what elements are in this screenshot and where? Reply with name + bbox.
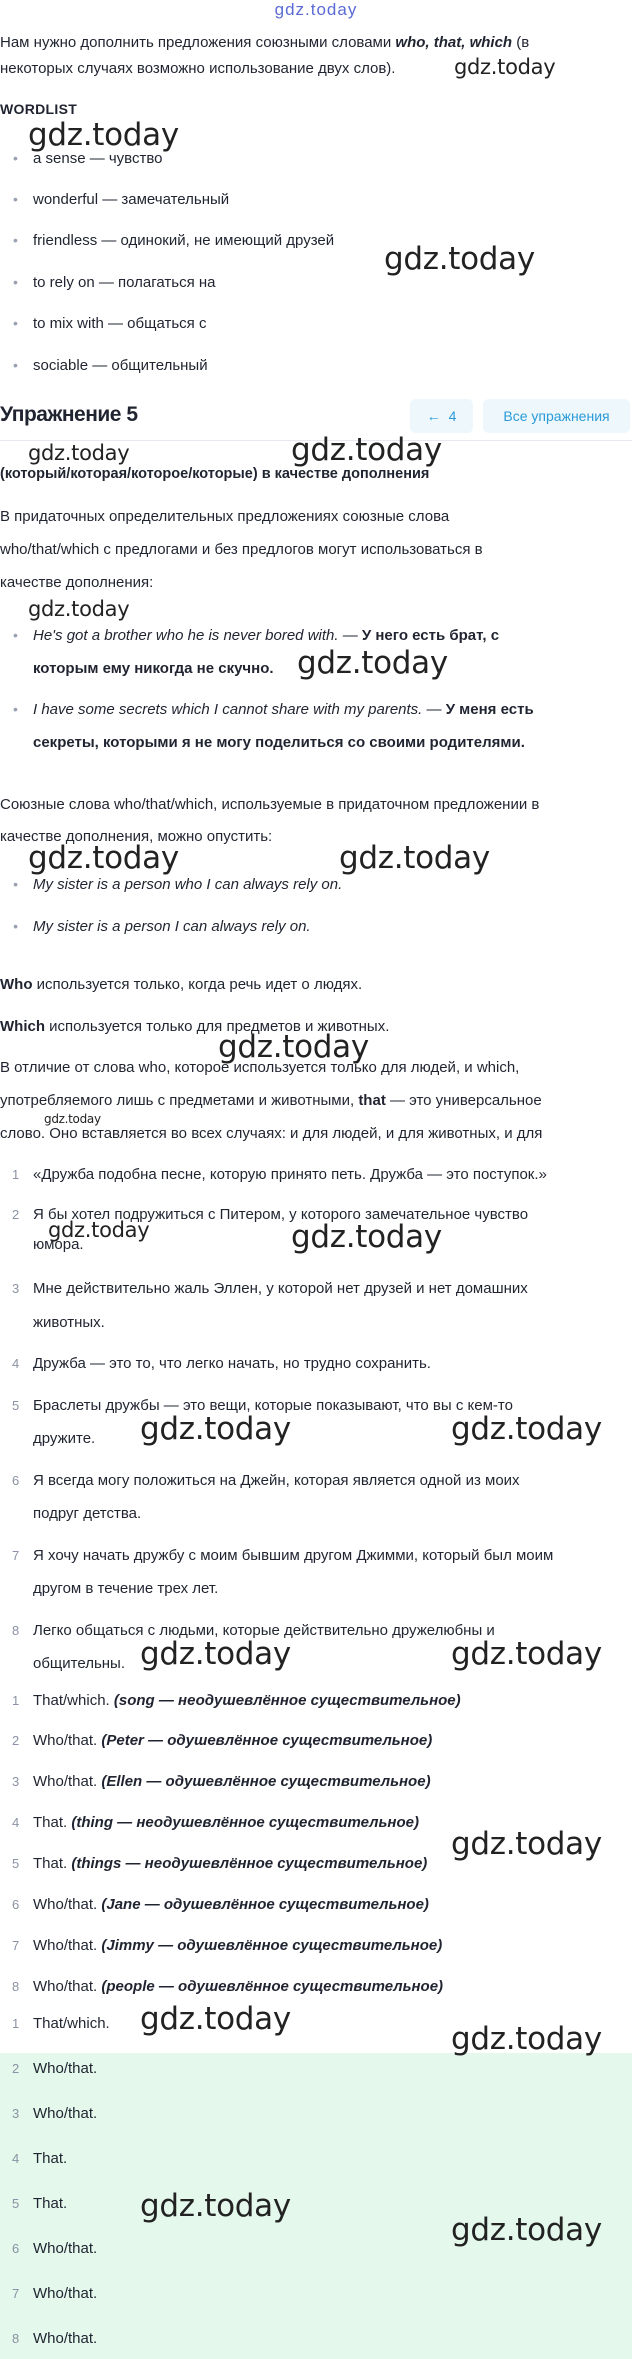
grammar-paragraph: Союзные слова who/that/which, используемые в придаточном предложении в (0, 796, 540, 813)
wordlist-item: • to rely on — полагаться на (33, 274, 216, 291)
intro-line-2: некоторых случаях возможно использование двух слов). (0, 60, 396, 77)
example-item-cont: которым ему никогда не скучно. (33, 660, 274, 677)
rule-who: Who используется только, когда речь идет о людях. (0, 976, 363, 993)
watermark: gdz.today (454, 55, 556, 79)
watermark: gdz.today (291, 1219, 442, 1255)
watermark: gdz.today (140, 1636, 291, 1672)
watermark: gdz.today (28, 597, 130, 621)
all-exercises-label: Все упражнения (503, 408, 610, 424)
watermark: gdz.today (339, 840, 490, 876)
watermark: gdz.today (451, 1826, 602, 1862)
example-item: • He's got a brother who he is never bored with. — У него есть брат, с (33, 627, 499, 644)
grammar-paragraph: слово. Оно вставляется во всех случаях: и для людей, и для животных, и для (0, 1125, 543, 1142)
watermark: gdz.today (140, 2188, 291, 2224)
all-exercises-button[interactable] (483, 399, 630, 433)
wordlist-label: WORDLIST (0, 101, 78, 117)
prev-exercise-button[interactable] (410, 399, 473, 433)
watermark: gdz.today (451, 1411, 602, 1447)
rule-which: Which используется только для предметов и животных. (0, 1018, 390, 1035)
example-item: • My sister is a person who I can always rely on. (33, 876, 342, 893)
watermark: gdz.today (384, 241, 535, 277)
wordlist-item: • friendless — одинокий, не имеющий друзей (33, 232, 334, 249)
grammar-paragraph: В придаточных определительных предложениях союзные слова (0, 508, 450, 525)
grammar-paragraph: качестве дополнения: (0, 574, 154, 591)
grammar-heading: (который/которая/которое/которые) в качестве дополнения (0, 466, 430, 482)
grammar-paragraph: качестве дополнения, можно опустить: (0, 828, 273, 845)
watermark: gdz.today (140, 1411, 291, 1447)
example-item: • My sister is a person I can always rely on. (33, 918, 311, 935)
watermark: gdz.today (28, 840, 179, 876)
watermark: gdz.today (28, 117, 179, 153)
watermark: gdz.today (297, 645, 448, 681)
prev-exercise-label: 4 (448, 408, 457, 424)
example-item: • I have some secrets which I cannot share with my parents. — У меня есть (33, 701, 534, 718)
wordlist-item: • a sense — чувство (33, 150, 163, 167)
watermark: gdz.today (451, 1636, 602, 1672)
grammar-paragraph: В отличие от слова who, которое используется только для людей, и which, (0, 1059, 520, 1076)
wordlist-item: • to mix with — общаться с (33, 315, 206, 332)
exercise-title: Упражнение 5 (0, 403, 138, 426)
watermark: gdz.today (218, 1029, 369, 1065)
watermark: gdz.today (44, 1112, 101, 1126)
intro-line-1: Нам нужно дополнить предложения союзными словами who, that, which (в (0, 34, 530, 51)
watermark: gdz.today (28, 441, 130, 465)
watermark: gdz.today (140, 2001, 291, 2037)
watermark: gdz.today (451, 2212, 602, 2248)
wordlist-item: • sociable — общительный (33, 357, 208, 374)
watermark: gdz.today (451, 2021, 602, 2057)
example-item-cont: секреты, которыми я не могу поделиться со своими родителями. (33, 734, 525, 751)
grammar-paragraph: употребляемого лишь с предметами и животными, that — это универсальное (0, 1092, 542, 1109)
wordlist-item: • wonderful — замечательный (33, 191, 229, 208)
watermark: gdz.today (48, 1218, 150, 1242)
grammar-paragraph: who/that/which с предлогами и без предлогов могут использоваться в (0, 541, 483, 558)
arrow-left-icon: ← (426, 408, 441, 424)
top-watermark: gdz.today (274, 0, 358, 19)
watermark: gdz.today (291, 432, 442, 468)
